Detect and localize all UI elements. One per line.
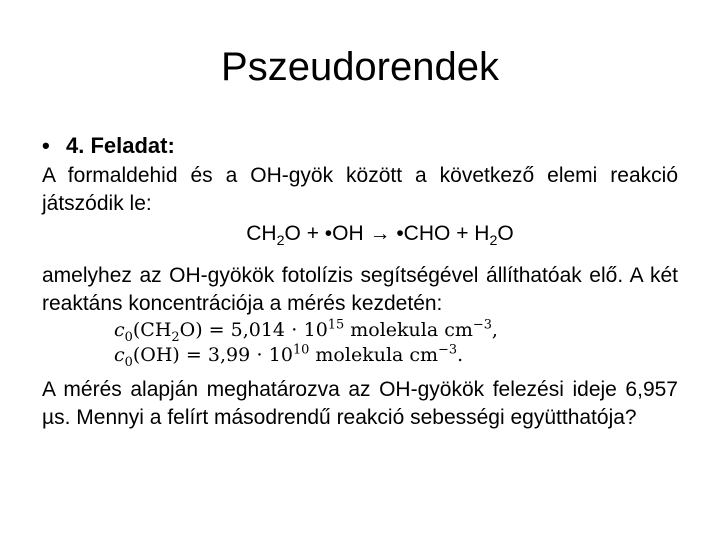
- concentration-formulas: [42, 318, 678, 368]
- slide-title: Pszeudorendek: [221, 45, 499, 89]
- reaction-arrow: →: [363, 222, 397, 245]
- concentration-oh: $c_0(OH) = 3,99 \cdot 10^{10}$ molekula $cm^{-3}$.: [114, 342, 464, 370]
- question-paragraph: A mérés alapján meghatározva az OH-gyökök felezési ideje 6,957 µs. Mennyi a felírt másodrendű reakció sebességi együtthatója?: [42, 378, 678, 429]
- task-heading: [42, 132, 678, 160]
- concentration-paragraph: amelyhez az OH-gyökök fotolízis segítségével állíthatóak elő. A két reaktáns koncentrációja a mérés kezdetén:: [42, 264, 678, 315]
- intro-paragraph: A formaldehid és a OH-gyök között a következő elemi reakció játszódik le:: [42, 164, 678, 215]
- reaction-equation: $CH_2O$ + •OH → •CHO + $H_2O$: [246, 222, 514, 250]
- task-heading-text: 4. Feladat:: [66, 133, 175, 158]
- bullet-marker: •: [42, 133, 50, 158]
- concentration-ch2o: $c_0(CH_2O) = 5,014 \cdot 10^{15}$ molekula $cm^{-3}$,: [114, 317, 498, 345]
- slide-content: [42, 132, 678, 432]
